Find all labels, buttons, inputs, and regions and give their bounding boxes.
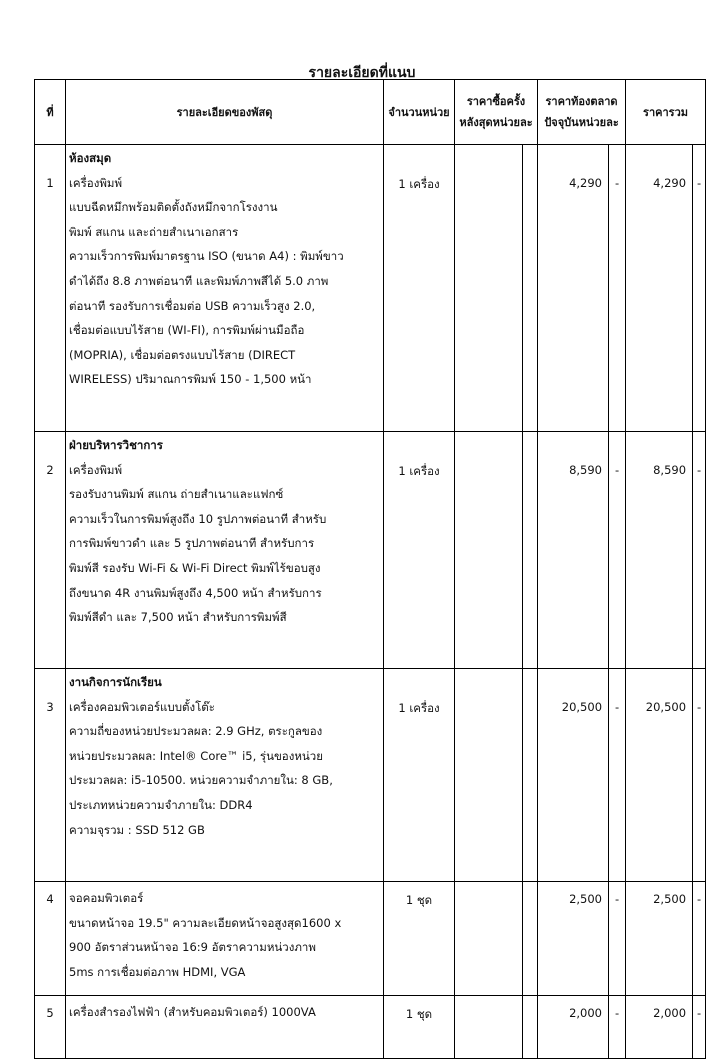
total-price: 2,000 [626, 996, 693, 1059]
item-detail-line: รองรับงานพิมพ์ สแกน ถ่ายสำเนาและแฟกซ์ [69, 487, 284, 502]
item-detail-line: หน่วยประมวลผล: Intel® Core™ i5, รุ่นของหน่วย [69, 748, 323, 763]
last-price [455, 145, 523, 432]
table-row [35, 882, 706, 996]
header-no: ที่ [35, 80, 66, 145]
item-detail-line: พิมพ์ สแกน และถ่ายสำเนาเอกสาร [69, 224, 239, 239]
item-detail-line: ความถี่ของหน่วยประมวลผล: 2.9 GHz, ตระกูลของ [69, 724, 323, 739]
header-desc: รายละเอียดของพัสดุ [66, 80, 384, 145]
market-price-satang: - [609, 145, 626, 432]
item-name: เครื่องพิมพ์ [69, 175, 123, 190]
table-header-row [35, 80, 706, 145]
item-number: 4 [35, 882, 66, 996]
item-quantity: 1 ชุด [384, 882, 455, 996]
header-total: ราคารวม [626, 80, 706, 145]
section-heading: ห้องสมุด [69, 151, 112, 165]
total-price: 2,500 [626, 882, 693, 996]
total-price: 20,500 [626, 669, 693, 882]
header-last-price [455, 80, 538, 145]
item-description [66, 996, 384, 1059]
market-price-satang: - [609, 996, 626, 1059]
total-price: 8,590 [626, 432, 693, 669]
item-number: 5 [35, 996, 66, 1059]
item-detail-line: พิมพ์สี รองรับ Wi-Fi & Wi-Fi Direct พิมพ์ไร้ขอบสูง [69, 560, 321, 575]
item-number: 2 [35, 432, 66, 669]
item-name: เครื่องพิมพ์ [69, 462, 123, 477]
last-price-satang [523, 996, 538, 1059]
market-price: 20,500 [538, 669, 609, 882]
header-market-price [538, 80, 626, 145]
item-detail-line: ความจุรวม : SSD 512 GB [69, 822, 205, 837]
last-price [455, 882, 523, 996]
last-price [455, 669, 523, 882]
header-last-price-line2: หลังสุดหน่วยละ [459, 116, 533, 129]
item-detail-line: พิมพ์สีดำ และ 7,500 หน้า สำหรับการพิมพ์สี [69, 610, 287, 625]
total-price-satang: - [693, 669, 706, 882]
item-number: 1 [35, 145, 66, 432]
last-price-satang [523, 882, 538, 996]
last-price-satang [523, 145, 538, 432]
items-table [34, 79, 706, 1059]
header-market-price-line1: ราคาท้องตลาด [545, 95, 618, 108]
table-row [35, 996, 706, 1059]
item-quantity: 1 ชุด [384, 996, 455, 1059]
item-detail-line: 5ms การเชื่อมต่อภาพ HDMI, VGA [69, 964, 246, 979]
page-title: รายละเอียดที่แนบ [308, 65, 416, 81]
total-price: 4,290 [626, 145, 693, 432]
item-detail-line: (MOPRIA), เชื่อมต่อตรงแบบไร้สาย (DIRECT [69, 347, 296, 362]
item-detail-line: แบบฉีดหมึกพร้อมติดตั้งถังหมึกจากโรงงาน [69, 200, 278, 215]
total-price-satang: - [693, 432, 706, 669]
market-price-satang: - [609, 882, 626, 996]
market-price: 2,500 [538, 882, 609, 996]
item-detail-line: ดำได้ถึง 8.8 ภาพต่อนาที และพิมพ์ภาพสีได้ 5.0 ภาพ [69, 273, 329, 288]
item-description [66, 432, 384, 669]
table-row [35, 145, 706, 432]
item-quantity: 1 เครื่อง [384, 669, 455, 882]
item-name: จอคอมพิวเตอร์ [69, 891, 144, 905]
header-qty: จำนวนหน่วย [384, 80, 455, 145]
item-detail-line: ขนาดหน้าจอ 19.5" ความละเอียดหน้าจอสูงสุด1600 x [69, 915, 342, 930]
item-description [66, 669, 384, 882]
header-last-price-line1: ราคาซื้อครั้ง [466, 95, 526, 108]
item-quantity: 1 เครื่อง [384, 145, 455, 432]
item-description [66, 882, 384, 996]
item-detail-line: 900 อัตราส่วนหน้าจอ 16:9 อัตราความหน่วงภาพ [69, 940, 316, 955]
section-heading: งานกิจการนักเรียน [69, 675, 162, 689]
market-price: 2,000 [538, 996, 609, 1059]
item-detail-line: WIRELESS) ปริมาณการพิมพ์ 150 - 1,500 หน้า [69, 372, 312, 387]
item-detail-line: ถึงขนาด 4R งานพิมพ์สูงถึง 4,500 หน้า สำหรับการ [69, 585, 322, 600]
total-price-satang: - [693, 996, 706, 1059]
total-price-satang: - [693, 882, 706, 996]
table-row [35, 432, 706, 669]
section-heading: ฝ่ายบริหารวิชาการ [69, 438, 163, 452]
item-detail-line: ต่อนาที รองรับการเชื่อมต่อ USB ความเร็วสูง 2.0, [69, 298, 316, 313]
last-price [455, 432, 523, 669]
market-price-satang: - [609, 432, 626, 669]
item-quantity: 1 เครื่อง [384, 432, 455, 669]
total-price-satang: - [693, 145, 706, 432]
item-detail-line: การพิมพ์ขาวดำ และ 5 รูปภาพต่อนาที สำหรับการ [69, 536, 315, 551]
last-price-satang [523, 669, 538, 882]
item-name: เครื่องคอมพิวเตอร์แบบตั้งโต๊ะ [69, 699, 215, 714]
market-price: 4,290 [538, 145, 609, 432]
item-detail-line: เชื่อมต่อแบบไร้สาย (WI-FI), การพิมพ์ผ่านมือถือ [69, 323, 305, 338]
market-price: 8,590 [538, 432, 609, 669]
table-row [35, 669, 706, 882]
item-name: เครื่องสำรองไฟฟ้า (สำหรับคอมพิวเตอร์) 1000VA [69, 1005, 316, 1019]
item-detail-line: ความเร็วการพิมพ์มาตรฐาน ISO (ขนาด A4) : พิมพ์ขาว [69, 249, 344, 264]
header-market-price-line2: ปัจจุบันหน่วยละ [544, 116, 619, 129]
item-description [66, 145, 384, 432]
last-price [455, 996, 523, 1059]
item-detail-line: ประเภทหน่วยความจำภายใน: DDR4 [69, 797, 253, 812]
item-detail-line: ประมวลผล: i5-10500. หน่วยความจำภายใน: 8 GB, [69, 773, 333, 788]
last-price-satang [523, 432, 538, 669]
item-number: 3 [35, 669, 66, 882]
market-price-satang: - [609, 669, 626, 882]
item-detail-line: ความเร็วในการพิมพ์สูงถึง 10 รูปภาพต่อนาที สำหรับ [69, 511, 327, 526]
